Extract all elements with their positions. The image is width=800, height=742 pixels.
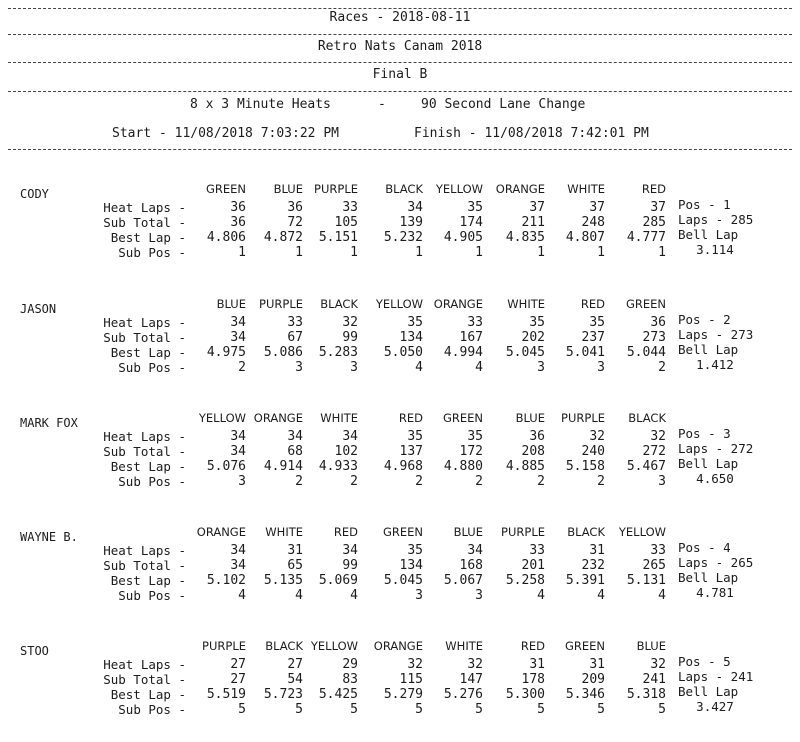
best-lap-cell: 5.391 <box>565 573 605 588</box>
best-lap-cell: 5.723 <box>263 687 303 702</box>
sub-pos-cell: 1 <box>295 245 303 260</box>
best-lap-cell: 5.425 <box>318 687 358 702</box>
best-lap-cell: 4.835 <box>505 230 545 245</box>
lane-color-header: GREEN <box>625 297 666 311</box>
best-lap-cell: 4.933 <box>318 459 358 474</box>
sub-pos-cell: 3 <box>475 588 483 603</box>
heat-laps-cell: 35 <box>407 315 423 330</box>
best-lap-cell: 5.467 <box>626 459 666 474</box>
bell-lap-value: 4.650 <box>696 471 734 486</box>
heat-laps-cell: 36 <box>230 200 246 215</box>
lane-color-header: GREEN <box>564 639 605 653</box>
bell-lap-value: 3.114 <box>696 242 734 257</box>
bell-lap-value: 1.412 <box>696 357 734 372</box>
heat-laps-cell: 33 <box>287 315 303 330</box>
lane-color-header: BLACK <box>265 639 303 653</box>
sub-total-label: Sub Total - <box>103 558 186 573</box>
heat-laps-cell: 32 <box>342 315 358 330</box>
final-position: Pos - 2 <box>678 312 731 327</box>
sub-total-cell: 105 <box>334 215 358 230</box>
best-lap-cell: 5.279 <box>383 687 423 702</box>
sub-pos-cell: 1 <box>537 245 545 260</box>
best-lap-cell: 5.135 <box>263 573 303 588</box>
lane-color-header: ORANGE <box>196 525 246 539</box>
divider <box>8 34 792 35</box>
heat-laps-cell: 34 <box>467 543 483 558</box>
racer-block <box>0 525 800 628</box>
start-time: Start - 11/08/2018 7:03:22 PM <box>112 126 339 141</box>
best-lap-cell: 4.872 <box>263 230 303 245</box>
divider <box>8 8 792 9</box>
sub-total-cell: 168 <box>459 558 483 573</box>
heat-laps-cell: 34 <box>230 315 246 330</box>
heat-laps-cell: 35 <box>467 429 483 444</box>
sub-total-cell: 36 <box>230 215 246 230</box>
sub-pos-cell: 3 <box>537 360 545 375</box>
sub-pos-cell: 4 <box>537 588 545 603</box>
sub-pos-cell: 1 <box>238 245 246 260</box>
total-laps: Laps - 285 <box>678 212 754 227</box>
sub-total-cell: 99 <box>342 330 358 345</box>
heat-laps-cell: 32 <box>650 657 666 672</box>
sub-pos-cell: 3 <box>597 360 605 375</box>
lane-color-header: RED <box>580 297 605 311</box>
best-lap-cell: 4.807 <box>565 230 605 245</box>
sub-total-cell: 172 <box>459 444 483 459</box>
sub-pos-cell: 1 <box>475 245 483 260</box>
best-lap-cell: 5.076 <box>206 459 246 474</box>
racer-block <box>0 639 800 742</box>
lane-color-header: BLUE <box>453 525 483 539</box>
best-lap-cell: 5.519 <box>206 687 246 702</box>
heat-laps-cell: 31 <box>589 543 605 558</box>
best-lap-cell: 4.806 <box>206 230 246 245</box>
sub-total-cell: 27 <box>230 672 246 687</box>
lane-color-header: PURPLE <box>314 182 358 196</box>
sub-pos-cell: 5 <box>238 702 246 717</box>
sub-pos-cell: 1 <box>350 245 358 260</box>
bell-lap-label: Bell Lap <box>678 570 739 585</box>
sub-pos-cell: 4 <box>415 360 423 375</box>
sub-total-cell: 237 <box>581 330 605 345</box>
heat-laps-cell: 27 <box>230 657 246 672</box>
best-lap-cell: 5.258 <box>505 573 545 588</box>
sub-total-cell: 202 <box>521 330 545 345</box>
lane-color-header: BLUE <box>216 297 246 311</box>
sub-pos-cell: 1 <box>658 245 666 260</box>
lane-color-header: RED <box>333 525 358 539</box>
best-lap-cell: 5.067 <box>443 573 483 588</box>
page-title: Races - 2018-08-11 <box>329 10 471 25</box>
sub-total-label: Sub Total - <box>103 672 186 687</box>
final-position: Pos - 5 <box>678 654 731 669</box>
sub-pos-cell: 2 <box>295 474 303 489</box>
sub-total-cell: 147 <box>459 672 483 687</box>
sub-total-cell: 34 <box>230 444 246 459</box>
sub-total-cell: 139 <box>399 215 423 230</box>
best-lap-cell: 5.346 <box>565 687 605 702</box>
sub-pos-cell: 2 <box>415 474 423 489</box>
sub-pos-cell: 4 <box>295 588 303 603</box>
lane-color-header: YELLOW <box>375 297 423 311</box>
best-lap-cell: 5.131 <box>626 573 666 588</box>
heat-laps-cell: 32 <box>467 657 483 672</box>
lane-color-header: RED <box>641 182 666 196</box>
total-laps: Laps - 272 <box>678 441 754 456</box>
sub-pos-cell: 5 <box>295 702 303 717</box>
finish-time: Finish - 11/08/2018 7:42:01 PM <box>414 126 649 141</box>
heat-format: 8 x 3 Minute Heats <box>190 97 331 112</box>
heat-laps-cell: 36 <box>650 315 666 330</box>
total-laps: Laps - 265 <box>678 555 754 570</box>
heat-laps-cell: 35 <box>407 429 423 444</box>
best-lap-cell: 4.975 <box>206 345 246 360</box>
lane-color-header: BLACK <box>385 182 423 196</box>
racer-name: WAYNE B. <box>20 530 78 544</box>
heat-laps-cell: 33 <box>467 315 483 330</box>
best-lap-cell: 4.885 <box>505 459 545 474</box>
sub-pos-cell: 4 <box>238 588 246 603</box>
sub-pos-cell: 2 <box>350 474 358 489</box>
best-lap-cell: 4.914 <box>263 459 303 474</box>
sub-total-label: Sub Total - <box>103 444 186 459</box>
sub-total-cell: 134 <box>399 558 423 573</box>
sub-total-cell: 265 <box>642 558 666 573</box>
best-lap-cell: 5.086 <box>263 345 303 360</box>
lane-color-header: ORANGE <box>433 297 483 311</box>
sub-total-cell: 240 <box>581 444 605 459</box>
sub-total-cell: 137 <box>399 444 423 459</box>
sub-total-cell: 34 <box>230 330 246 345</box>
lane-color-header: YELLOW <box>618 525 666 539</box>
heat-laps-label: Heat Laps - <box>103 429 186 444</box>
sub-pos-cell: 1 <box>597 245 605 260</box>
divider <box>8 91 792 92</box>
bell-lap-label: Bell Lap <box>678 227 739 242</box>
sub-total-cell: 285 <box>642 215 666 230</box>
bell-lap-value: 4.781 <box>696 585 734 600</box>
heat-laps-cell: 33 <box>529 543 545 558</box>
best-lap-cell: 5.102 <box>206 573 246 588</box>
final-position: Pos - 3 <box>678 426 731 441</box>
lane-color-header: PURPLE <box>561 411 605 425</box>
lane-color-header: RED <box>398 411 423 425</box>
best-lap-cell: 4.994 <box>443 345 483 360</box>
sub-pos-label: Sub Pos - <box>118 702 186 717</box>
bell-lap-label: Bell Lap <box>678 342 739 357</box>
heat-laps-cell: 27 <box>287 657 303 672</box>
best-lap-cell: 5.069 <box>318 573 358 588</box>
sub-total-cell: 201 <box>521 558 545 573</box>
sub-pos-cell: 5 <box>658 702 666 717</box>
sub-total-cell: 209 <box>581 672 605 687</box>
sub-total-cell: 167 <box>459 330 483 345</box>
sub-pos-cell: 5 <box>537 702 545 717</box>
lane-color-header: PURPLE <box>259 297 303 311</box>
sub-pos-cell: 3 <box>415 588 423 603</box>
best-lap-cell: 5.045 <box>505 345 545 360</box>
lane-color-header: BLUE <box>273 182 303 196</box>
best-lap-cell: 5.232 <box>383 230 423 245</box>
total-laps: Laps - 241 <box>678 669 754 684</box>
racer-name: MARK FOX <box>20 416 78 430</box>
heat-laps-cell: 34 <box>407 200 423 215</box>
sub-pos-cell: 4 <box>475 360 483 375</box>
sub-total-cell: 72 <box>287 215 303 230</box>
best-lap-cell: 4.880 <box>443 459 483 474</box>
bell-lap-label: Bell Lap <box>678 684 739 699</box>
event-name: Retro Nats Canam 2018 <box>317 39 483 54</box>
best-lap-cell: 4.968 <box>383 459 423 474</box>
divider <box>8 62 792 63</box>
heat-format-separator: - <box>378 97 386 112</box>
sub-total-cell: 134 <box>399 330 423 345</box>
heat-laps-cell: 31 <box>589 657 605 672</box>
best-lap-cell: 5.318 <box>626 687 666 702</box>
racer-block <box>0 411 800 514</box>
heat-laps-cell: 31 <box>529 657 545 672</box>
sub-pos-cell: 5 <box>597 702 605 717</box>
lane-color-header: WHITE <box>567 182 605 196</box>
best-lap-label: Best Lap - <box>110 687 186 702</box>
heat-laps-cell: 29 <box>342 657 358 672</box>
sub-pos-cell: 2 <box>475 474 483 489</box>
sub-pos-label: Sub Pos - <box>118 588 186 603</box>
best-lap-label: Best Lap - <box>110 573 186 588</box>
lane-color-header: YELLOW <box>310 639 358 653</box>
lane-color-header: WHITE <box>507 297 545 311</box>
lane-color-header: YELLOW <box>435 182 483 196</box>
sub-total-cell: 67 <box>287 330 303 345</box>
lane-change-format: 90 Second Lane Change <box>421 97 586 112</box>
best-lap-cell: 5.283 <box>318 345 358 360</box>
sub-pos-cell: 4 <box>350 588 358 603</box>
heat-laps-cell: 34 <box>230 543 246 558</box>
best-lap-cell: 5.300 <box>505 687 545 702</box>
lane-color-header: WHITE <box>265 525 303 539</box>
sub-total-cell: 248 <box>581 215 605 230</box>
sub-total-cell: 208 <box>521 444 545 459</box>
sub-pos-cell: 5 <box>415 702 423 717</box>
heat-laps-label: Heat Laps - <box>103 543 186 558</box>
lane-color-header: PURPLE <box>202 639 246 653</box>
lane-color-header: YELLOW <box>198 411 246 425</box>
sub-pos-label: Sub Pos - <box>118 474 186 489</box>
sub-pos-cell: 2 <box>238 360 246 375</box>
lane-color-header: PURPLE <box>501 525 545 539</box>
heat-laps-cell: 37 <box>589 200 605 215</box>
sub-total-cell: 178 <box>521 672 545 687</box>
sub-pos-cell: 2 <box>537 474 545 489</box>
best-lap-cell: 4.905 <box>443 230 483 245</box>
heat-laps-cell: 36 <box>529 429 545 444</box>
total-laps: Laps - 273 <box>678 327 754 342</box>
sub-total-cell: 34 <box>230 558 246 573</box>
heat-laps-cell: 35 <box>407 543 423 558</box>
sub-pos-cell: 5 <box>350 702 358 717</box>
racer-name: JASON <box>20 302 57 316</box>
lane-color-header: GREEN <box>442 411 483 425</box>
heat-laps-cell: 35 <box>467 200 483 215</box>
sub-total-cell: 65 <box>287 558 303 573</box>
heat-laps-cell: 37 <box>529 200 545 215</box>
best-lap-label: Best Lap - <box>110 345 186 360</box>
heat-laps-cell: 32 <box>407 657 423 672</box>
round-name: Final B <box>372 67 428 82</box>
heat-laps-cell: 34 <box>342 543 358 558</box>
best-lap-cell: 5.276 <box>443 687 483 702</box>
heat-laps-cell: 34 <box>287 429 303 444</box>
sub-total-cell: 211 <box>521 215 545 230</box>
sub-total-label: Sub Total - <box>103 330 186 345</box>
sub-total-label: Sub Total - <box>103 215 186 230</box>
heat-laps-cell: 33 <box>650 543 666 558</box>
racer-block <box>0 182 800 285</box>
heat-laps-cell: 35 <box>529 315 545 330</box>
heat-laps-cell: 31 <box>287 543 303 558</box>
lane-color-header: BLUE <box>515 411 545 425</box>
sub-total-cell: 68 <box>287 444 303 459</box>
lane-color-header: WHITE <box>320 411 358 425</box>
sub-total-cell: 99 <box>342 558 358 573</box>
sub-pos-label: Sub Pos - <box>118 360 186 375</box>
best-lap-cell: 4.777 <box>626 230 666 245</box>
sub-total-cell: 241 <box>642 672 666 687</box>
lane-color-header: BLACK <box>628 411 666 425</box>
racer-name: CODY <box>20 187 49 201</box>
lane-color-header: RED <box>520 639 545 653</box>
lane-color-header: GREEN <box>382 525 423 539</box>
heat-laps-cell: 34 <box>342 429 358 444</box>
sub-total-cell: 102 <box>334 444 358 459</box>
sub-pos-label: Sub Pos - <box>118 245 186 260</box>
sub-pos-cell: 2 <box>658 360 666 375</box>
sub-total-cell: 232 <box>581 558 605 573</box>
lane-color-header: ORANGE <box>253 411 303 425</box>
racer-name: STOO <box>20 644 49 658</box>
sub-pos-cell: 3 <box>658 474 666 489</box>
sub-pos-cell: 3 <box>238 474 246 489</box>
bell-lap-label: Bell Lap <box>678 456 739 471</box>
best-lap-cell: 5.041 <box>565 345 605 360</box>
lane-color-header: BLACK <box>320 297 358 311</box>
sub-pos-cell: 3 <box>295 360 303 375</box>
heat-laps-label: Heat Laps - <box>103 315 186 330</box>
sub-total-cell: 115 <box>399 672 423 687</box>
lane-color-header: BLUE <box>636 639 666 653</box>
lane-color-header: GREEN <box>205 182 246 196</box>
heat-laps-label: Heat Laps - <box>103 200 186 215</box>
sub-total-cell: 272 <box>642 444 666 459</box>
sub-total-cell: 83 <box>342 672 358 687</box>
heat-laps-cell: 32 <box>589 429 605 444</box>
sub-pos-cell: 5 <box>475 702 483 717</box>
final-position: Pos - 4 <box>678 540 731 555</box>
heat-laps-cell: 37 <box>650 200 666 215</box>
lane-color-header: ORANGE <box>373 639 423 653</box>
lane-color-header: ORANGE <box>495 182 545 196</box>
sub-total-cell: 174 <box>459 215 483 230</box>
heat-laps-cell: 34 <box>230 429 246 444</box>
best-lap-cell: 5.044 <box>626 345 666 360</box>
sub-pos-cell: 3 <box>350 360 358 375</box>
best-lap-cell: 5.045 <box>383 573 423 588</box>
heat-laps-cell: 35 <box>589 315 605 330</box>
best-lap-cell: 5.050 <box>383 345 423 360</box>
sub-pos-cell: 1 <box>415 245 423 260</box>
best-lap-cell: 5.158 <box>565 459 605 474</box>
best-lap-label: Best Lap - <box>110 459 186 474</box>
best-lap-cell: 5.151 <box>318 230 358 245</box>
heat-laps-cell: 33 <box>342 200 358 215</box>
racer-block <box>0 297 800 400</box>
sub-total-cell: 273 <box>642 330 666 345</box>
final-position: Pos - 1 <box>678 197 731 212</box>
bell-lap-value: 3.427 <box>696 699 734 714</box>
heat-laps-cell: 32 <box>650 429 666 444</box>
lane-color-header: WHITE <box>445 639 483 653</box>
sub-pos-cell: 4 <box>597 588 605 603</box>
sub-pos-cell: 4 <box>658 588 666 603</box>
divider <box>8 149 792 150</box>
heat-laps-label: Heat Laps - <box>103 657 186 672</box>
heat-laps-cell: 36 <box>287 200 303 215</box>
best-lap-label: Best Lap - <box>110 230 186 245</box>
sub-pos-cell: 2 <box>597 474 605 489</box>
lane-color-header: BLACK <box>567 525 605 539</box>
sub-total-cell: 54 <box>287 672 303 687</box>
